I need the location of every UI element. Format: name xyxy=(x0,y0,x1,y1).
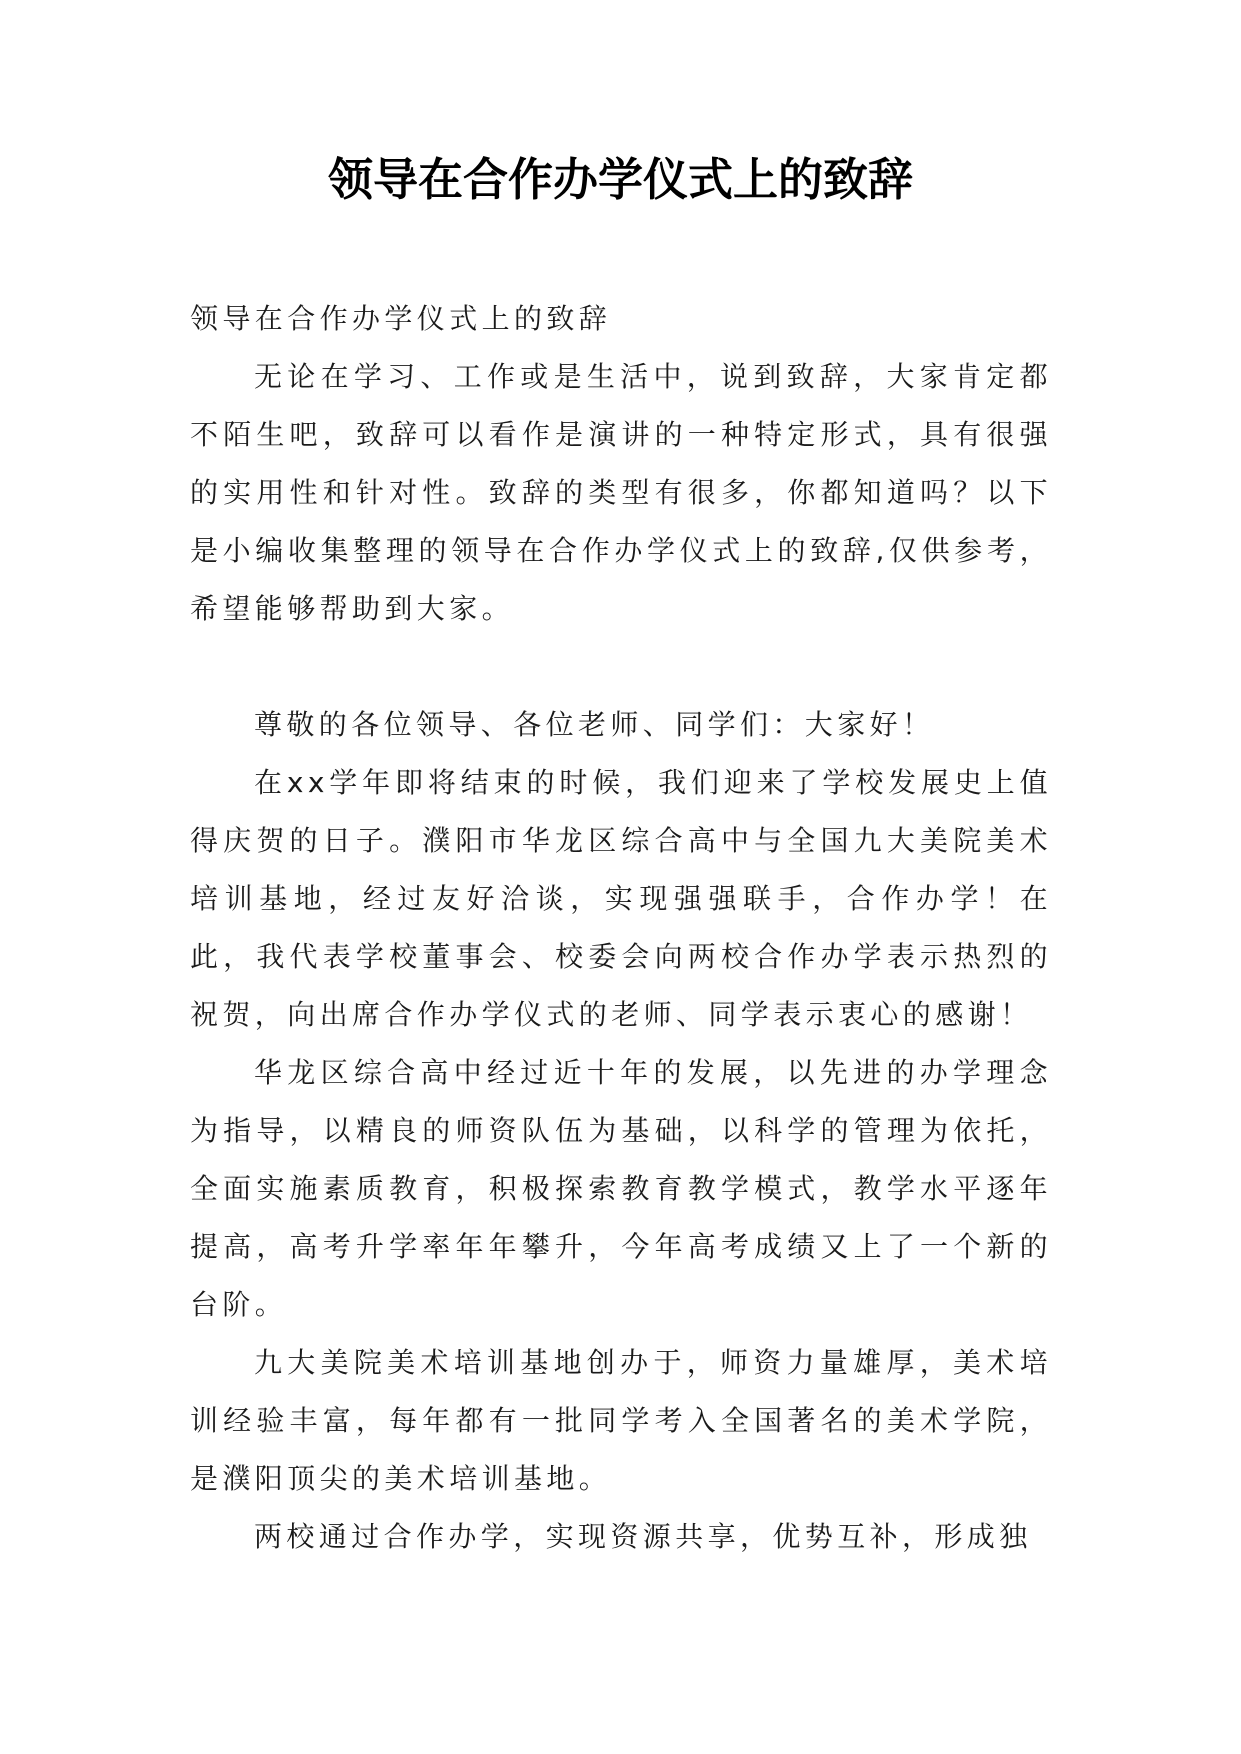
intro-paragraph: 无论在学习、工作或是生活中，说到致辞，大家肯定都不陌生吧，致辞可以看作是演讲的一种特定形式，具有很强的实用性和针对性。致辞的类型有很多，你都知道吗？以下是小编收集整理的领导在合作办学仪式上的致辞,仅供参考，希望能够帮助到大家。 xyxy=(190,360,1052,625)
body-paragraph: 九大美院美术培训基地创办于，师资力量雄厚，美术培训经验丰富，每年都有一批同学考入全国著名的美术学院，是濮阳顶尖的美术培训基地。 xyxy=(190,1346,1052,1495)
document-title: 领导在合作办学仪式上的致辞 xyxy=(327,153,913,206)
body-paragraph: 华龙区综合高中经过近十年的发展，以先进的办学理念为指导，以精良的师资队伍为基础，以科学的管理为依托，全面实施素质教育，积极探索教育教学模式，教学水平逐年提高，高考升学率年年攀升，今年高考成绩又上了一个新的台阶。 xyxy=(190,1056,1052,1321)
paragraph-spacer xyxy=(190,638,1052,696)
body-paragraph: 两校通过合作办学，实现资源共享，优势互补，形成独 xyxy=(254,1520,1032,1553)
document-body xyxy=(190,290,1052,1566)
body-paragraph: 在xx学年即将结束的时候，我们迎来了学校发展史上值得庆贺的日子。濮阳市华龙区综合高中与全国九大美院美术培训基地，经过友好洽谈，实现强强联手，合作办学！在此，我代表学校董事会、校委会向两校合作办学表示热烈的祝贺，向出席合作办学仪式的老师、同学表示衷心的感谢！ xyxy=(190,766,1052,1031)
greeting-paragraph: 尊敬的各位领导、各位老师、同学们：大家好！ xyxy=(254,708,935,741)
document-subtitle: 领导在合作办学仪式上的致辞 xyxy=(190,302,612,335)
